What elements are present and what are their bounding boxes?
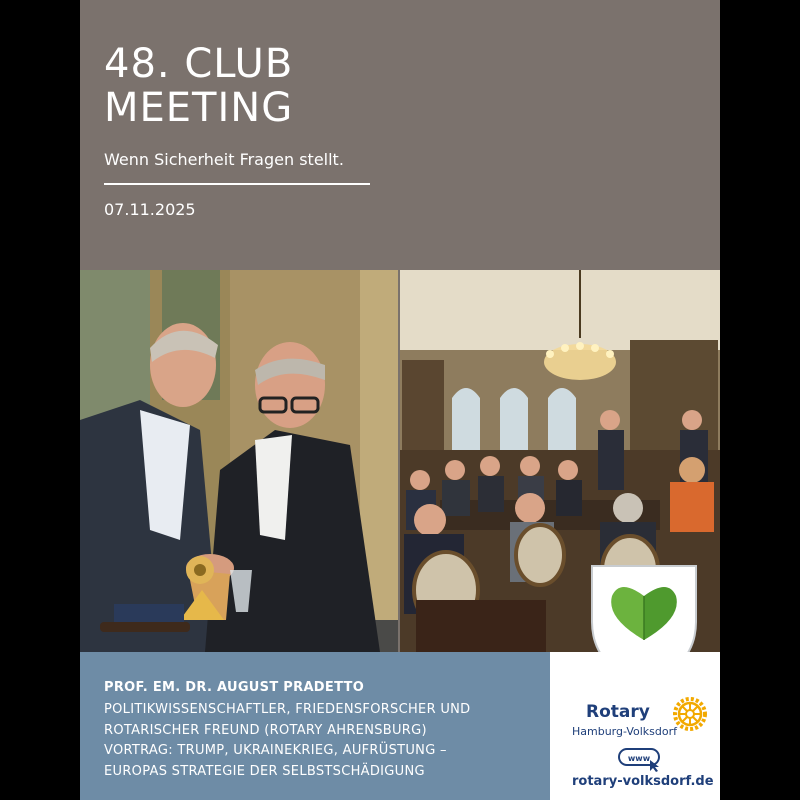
meeting-date: 07.11.2025 (104, 200, 196, 219)
subtitle: Wenn Sicherheit Fragen stellt. (104, 150, 344, 169)
speaker-line-3: VORTRAG: TRUMP, UKRAINEKRIEG, AUFRÜSTUNG – (104, 743, 447, 758)
website-link[interactable]: rotary-volksdorf.de (572, 774, 714, 789)
divider (104, 183, 370, 185)
rotary-club-name: Hamburg-Volksdorf (572, 725, 677, 738)
header-panel (80, 0, 720, 270)
rotary-logo-panel (550, 652, 720, 800)
club-meeting-poster (80, 0, 720, 800)
speaker-handshake-photo (80, 270, 398, 652)
speaker-info-panel (80, 652, 550, 800)
rotary-wheel-icon (672, 696, 708, 732)
title-line-1: 48. CLUB (104, 41, 294, 87)
speaker-name: PROF. EM. DR. AUGUST PRADETTO (104, 680, 365, 695)
title-line-2: MEETING (104, 85, 294, 131)
speaker-line-2: ROTARISCHER FREUND (ROTARY AHRENSBURG) (104, 722, 427, 738)
rotary-name: Rotary (586, 702, 650, 722)
page-title (104, 42, 293, 130)
speaker-description (104, 700, 544, 782)
www-label: www (627, 754, 651, 763)
web-cursor-icon (618, 748, 662, 772)
speaker-line-1: POLITIKWISSENSCHAFTLER, FRIEDENSFORSCHER UND (104, 702, 471, 717)
speaker-line-4: EUROPAS STRATEGIE DER SELBSTSCHÄDIGUNG (104, 763, 425, 779)
